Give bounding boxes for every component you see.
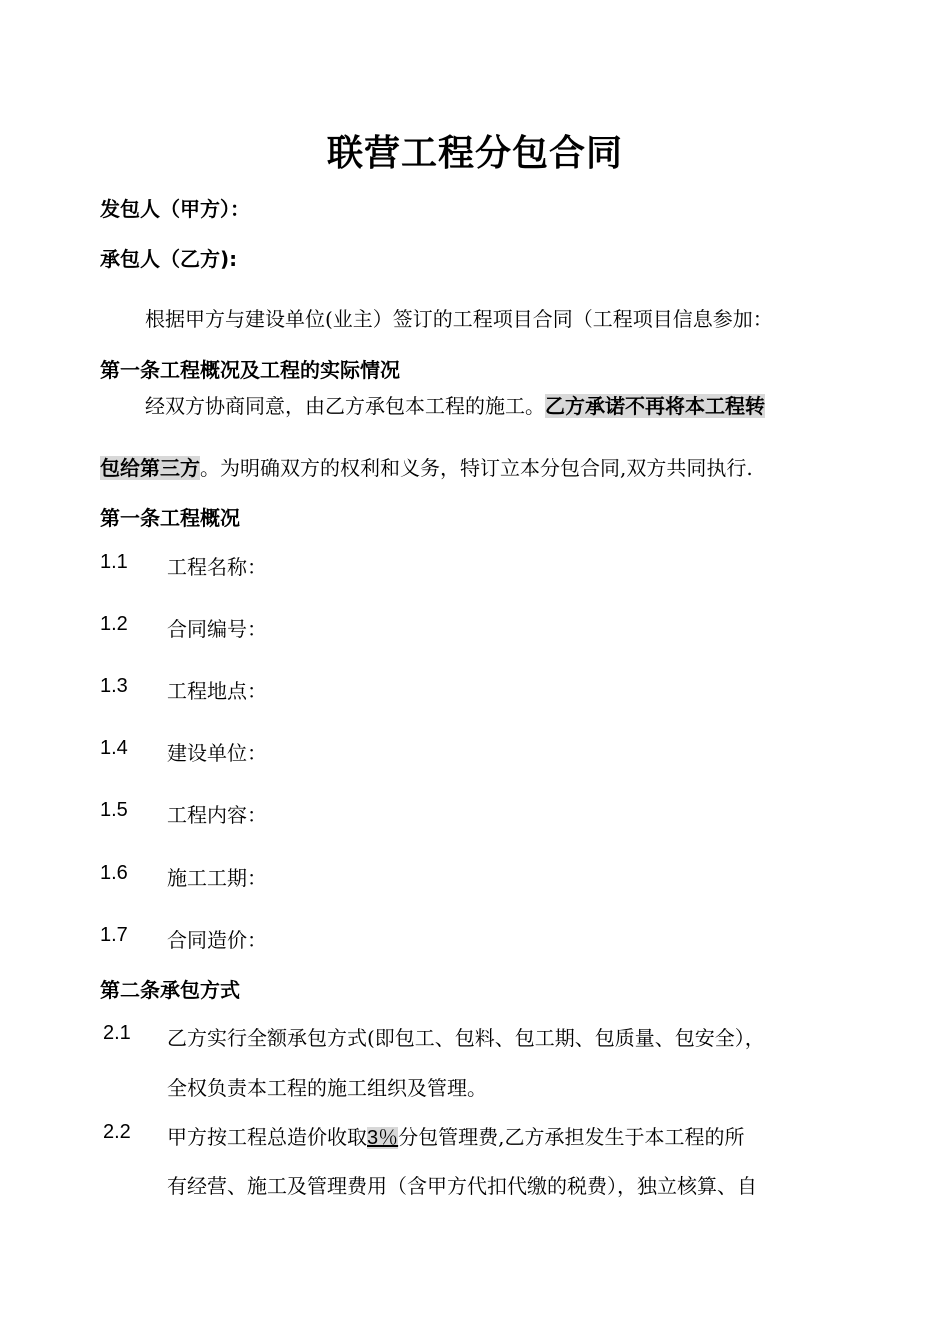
item-label: 合同造价： — [167, 928, 267, 952]
item-label: 工程地点： — [167, 679, 267, 703]
consensus-text-2: 。为明确双方的权利和义务，特订立本分包合同,双方共同执行. — [200, 456, 753, 480]
item-number: 1.5 — [100, 799, 128, 821]
item-label: 施工工期： — [167, 866, 267, 890]
item-number: 1.3 — [100, 675, 128, 697]
clause-number: 2.2 — [103, 1121, 131, 1143]
clause-text: 甲方按工程总造价收取 — [167, 1125, 367, 1149]
clause-2-2-line-1 — [167, 1121, 744, 1150]
item-number: 1.7 — [100, 924, 128, 946]
item-number: 1.6 — [100, 862, 128, 884]
item-number: 1.4 — [100, 737, 128, 759]
section-2-heading: 第二条承包方式 — [100, 978, 240, 1002]
preamble-paragraph: 根据甲方与建设单位(业主）签订的工程项目合同（工程项目信息参加： — [145, 307, 773, 331]
clause-number: 2.1 — [103, 1022, 131, 1044]
clause-2-1-line-2: 全权负责本工程的施工组织及管理。 — [167, 1076, 487, 1100]
consensus-text: 经双方协商同意，由乙方承包本工程的施工。 — [145, 394, 545, 418]
highlighted-third-party: 包给第三方 — [100, 456, 200, 480]
section-1b-heading: 第一条工程概况 — [100, 506, 240, 530]
item-label: 工程名称： — [167, 555, 267, 579]
section-1-heading: 第一条工程概况及工程的实际情况 — [100, 358, 400, 382]
item-number: 1.1 — [100, 551, 128, 573]
clause-2-2-line-2: 有经营、施工及管理费用（含甲方代扣代缴的税费），独立核算、自 — [167, 1174, 757, 1198]
party-a-line: 发包人（甲方）： — [100, 197, 250, 221]
item-label: 建设单位： — [167, 741, 267, 765]
party-b-line: 承包人（乙方): — [100, 247, 238, 271]
highlighted-commitment: 乙方承诺不再将本工程转 — [545, 394, 765, 418]
management-fee-percent: 3％ — [367, 1127, 399, 1149]
clause-2-1-line-1: 乙方实行全额承包方式(即包工、包料、包工期、包质量、包安全）， — [167, 1026, 765, 1050]
clause-text: 分包管理费,乙方承担发生于本工程的所 — [398, 1125, 745, 1149]
consensus-line-1 — [145, 390, 765, 419]
item-label: 工程内容： — [167, 803, 267, 827]
item-label: 合同编号： — [167, 617, 267, 641]
document-title: 联营工程分包合同 — [326, 133, 623, 174]
item-number: 1.2 — [100, 613, 128, 635]
consensus-line-2 — [100, 452, 753, 481]
